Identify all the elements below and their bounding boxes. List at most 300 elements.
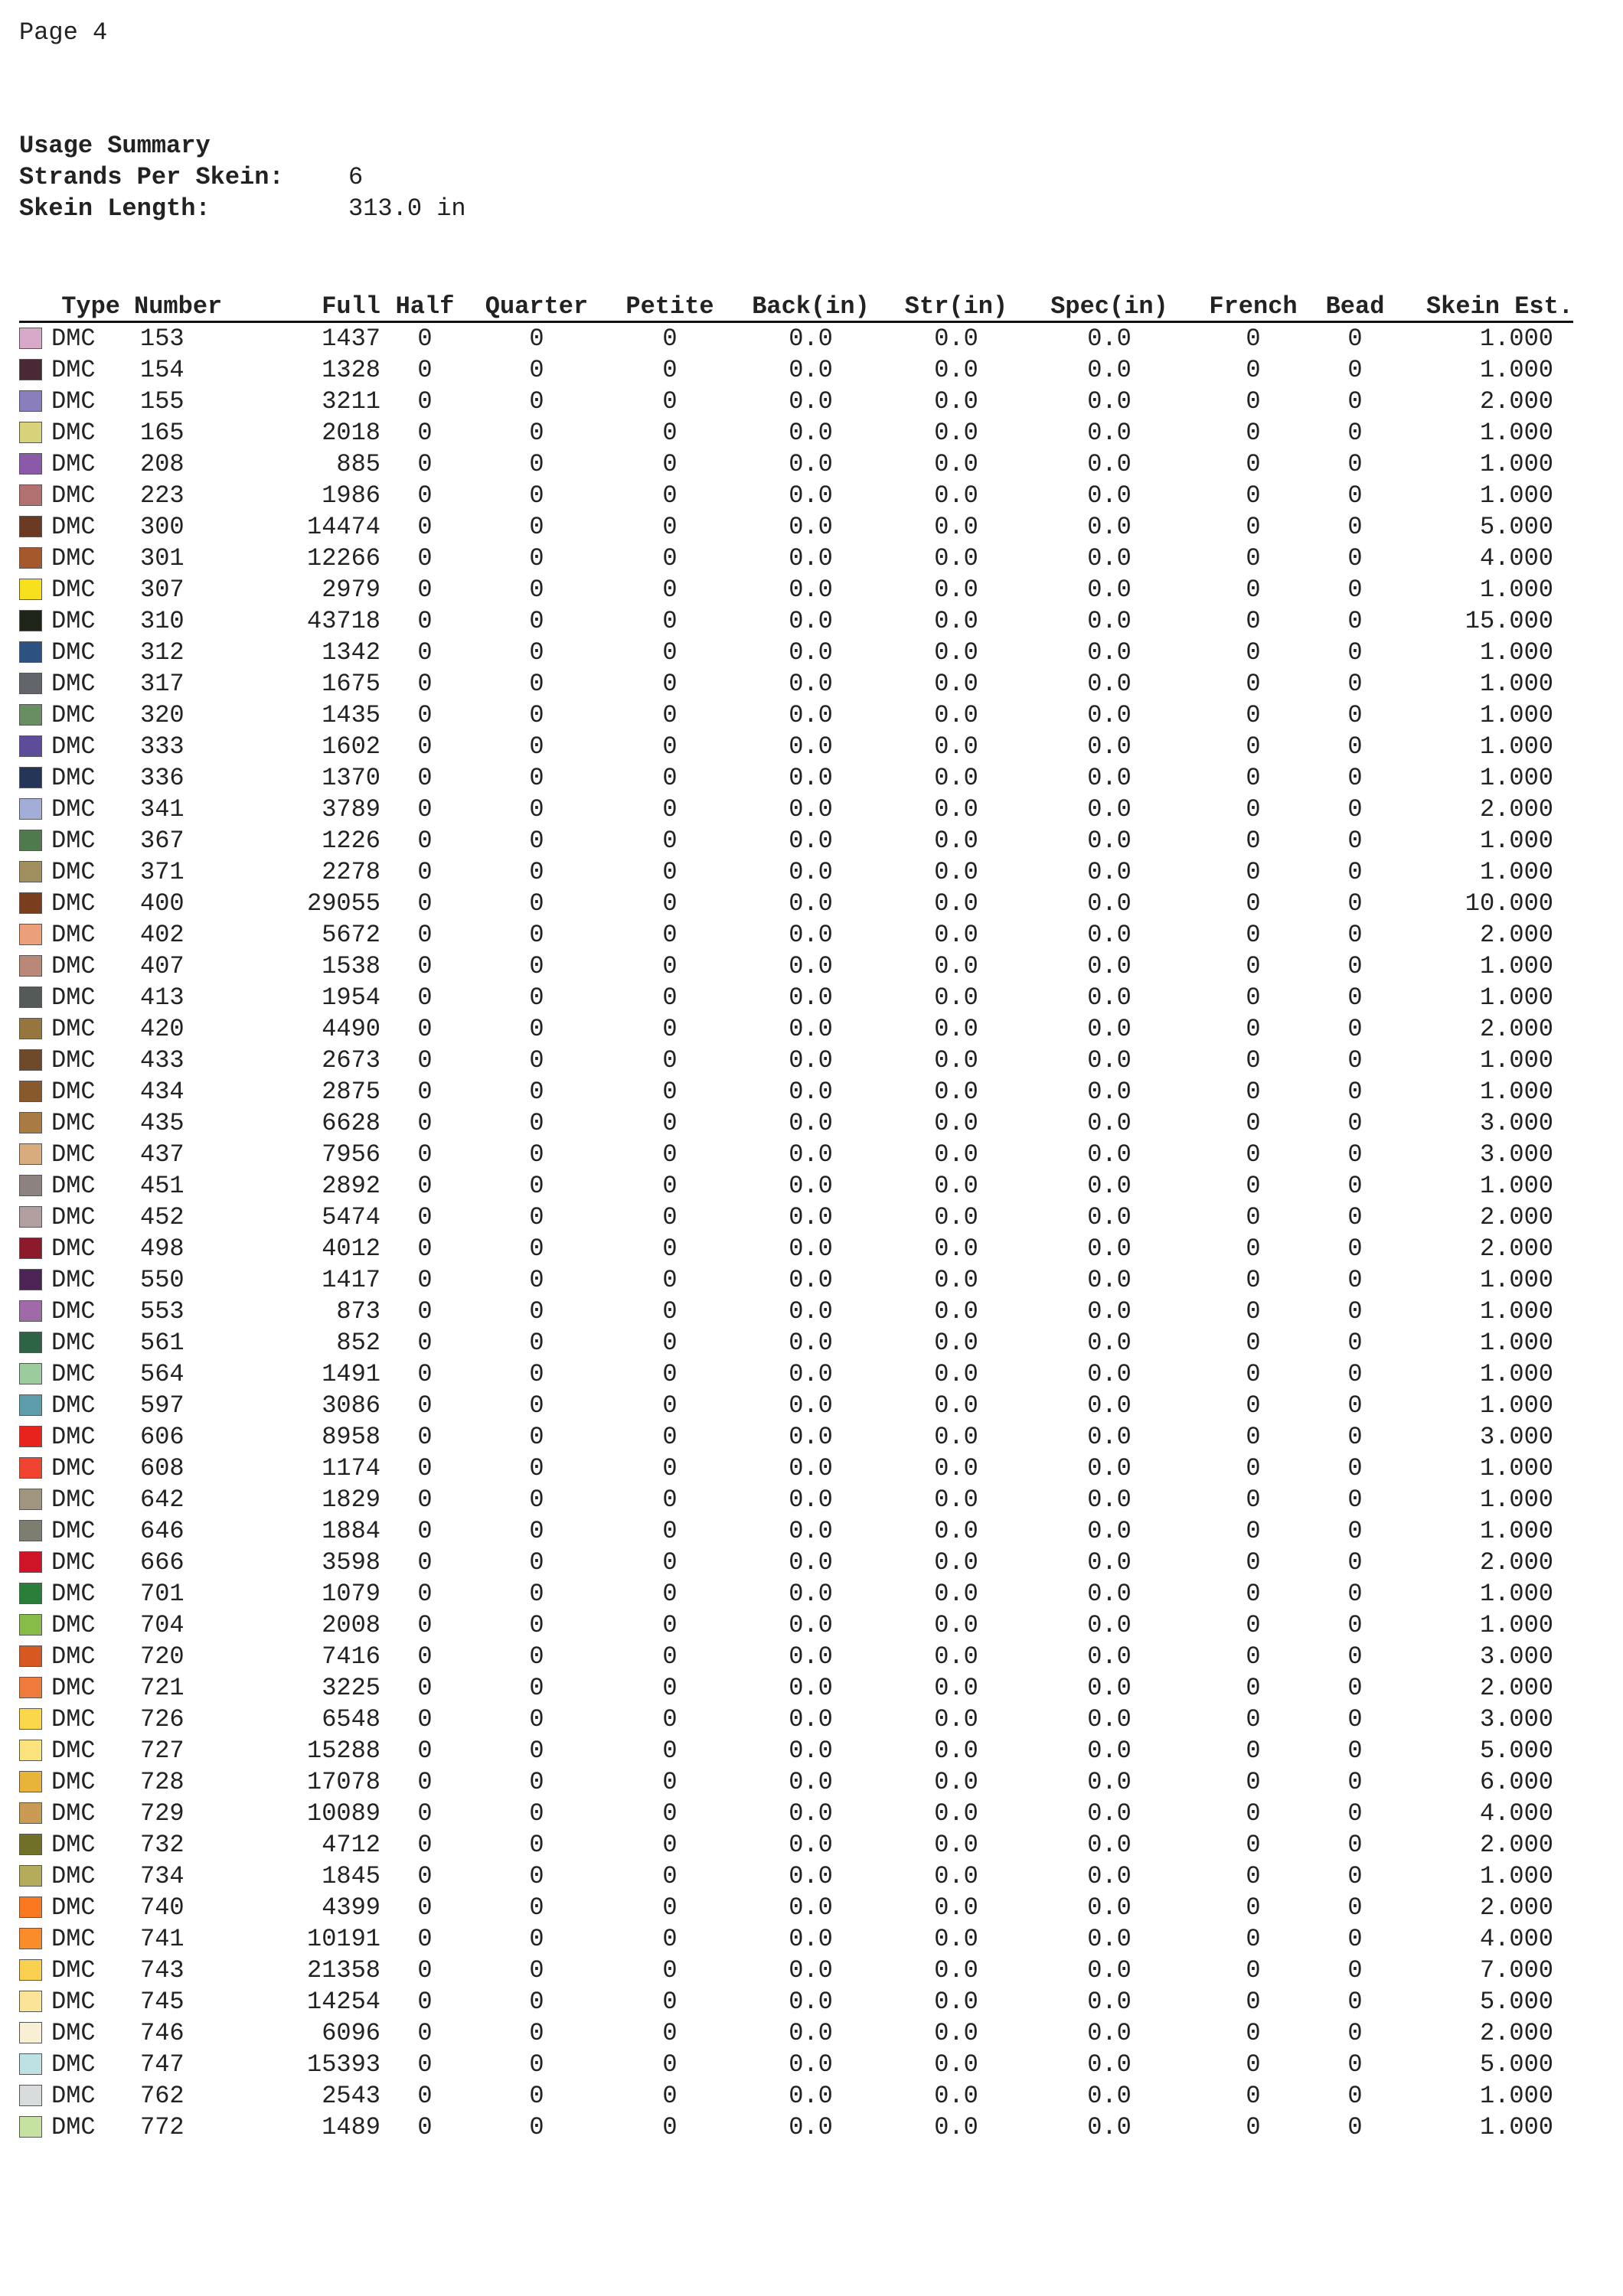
thread-type: DMC [51, 1611, 96, 1639]
cell-spec: 0.0 [1087, 1517, 1132, 1545]
cell-full: 3598 [322, 1548, 380, 1577]
cell-type [19, 1672, 134, 1704]
cell-quarter: 0 [529, 576, 544, 604]
cell-bead: 0 [1347, 544, 1363, 572]
cell-full: 2979 [322, 576, 380, 604]
col-header-str: Str(in) [886, 287, 1027, 322]
cell-bead: 0 [1347, 576, 1363, 604]
cell-spec: 0.0 [1087, 1674, 1132, 1702]
table-row [19, 1390, 1573, 1421]
cell-petite: 0 [662, 952, 678, 980]
cell-type [19, 700, 134, 731]
cell-number: 452 [140, 1203, 185, 1231]
cell-petite: 0 [662, 1266, 678, 1294]
thread-type: DMC [51, 576, 96, 604]
table-row [19, 1358, 1573, 1390]
cell-petite: 0 [662, 607, 678, 635]
cell-spec: 0.0 [1087, 1203, 1132, 1231]
cell-str: 0.0 [934, 1611, 978, 1639]
cell-french: 0 [1246, 513, 1261, 541]
cell-french: 0 [1246, 356, 1261, 384]
cell-half: 0 [417, 1391, 433, 1420]
cell-quarter: 0 [529, 1140, 544, 1169]
cell-str: 0.0 [934, 952, 978, 980]
cell-petite: 0 [662, 764, 678, 792]
cell-skein-est: 1.000 [1479, 419, 1553, 447]
thread-type: DMC [51, 764, 96, 792]
cell-spec: 0.0 [1087, 1015, 1132, 1043]
cell-full: 1437 [322, 325, 380, 353]
cell-number: 413 [140, 983, 185, 1012]
cell-type [19, 1955, 134, 1986]
color-swatch [19, 955, 42, 977]
cell-number: 208 [140, 450, 185, 478]
cell-skein-est: 2.000 [1479, 921, 1553, 949]
cell-french: 0 [1246, 795, 1261, 823]
cell-petite: 0 [662, 2113, 678, 2141]
color-swatch [19, 1300, 42, 1322]
cell-skein-est: 2.000 [1479, 1548, 1553, 1577]
cell-bead: 0 [1347, 827, 1363, 855]
cell-french: 0 [1246, 1925, 1261, 1953]
table-header-row [19, 287, 1573, 322]
cell-quarter: 0 [529, 701, 544, 729]
cell-skein-est: 4.000 [1479, 1925, 1553, 1953]
thread-type: DMC [51, 387, 96, 416]
cell-back: 0.0 [789, 1329, 833, 1357]
cell-spec: 0.0 [1087, 1768, 1132, 1796]
cell-half: 0 [417, 921, 433, 949]
cell-petite: 0 [662, 1988, 678, 2016]
cell-str: 0.0 [934, 387, 978, 416]
cell-str: 0.0 [934, 1360, 978, 1388]
cell-str: 0.0 [934, 1234, 978, 1263]
skein-length-label: Skein Length: [19, 194, 211, 223]
cell-french: 0 [1246, 2050, 1261, 2079]
cell-half: 0 [417, 638, 433, 667]
cell-number: 745 [140, 1988, 185, 2016]
cell-back: 0.0 [789, 607, 833, 635]
table-row [19, 762, 1573, 794]
cell-bead: 0 [1347, 1611, 1363, 1639]
cell-skein-est: 1.000 [1479, 1454, 1553, 1482]
cell-full: 2543 [322, 2082, 380, 2110]
table-row [19, 888, 1573, 919]
table-row [19, 1672, 1573, 1704]
thread-type: DMC [51, 544, 96, 572]
color-swatch [19, 798, 42, 820]
cell-french: 0 [1246, 1642, 1261, 1671]
cell-bead: 0 [1347, 952, 1363, 980]
cell-number: 727 [140, 1737, 185, 1765]
cell-bead: 0 [1347, 732, 1363, 761]
cell-type [19, 1233, 134, 1264]
cell-back: 0.0 [789, 2050, 833, 2079]
color-swatch [19, 359, 42, 380]
table-row [19, 1107, 1573, 1139]
cell-number: 435 [140, 1109, 185, 1137]
cell-number: 420 [140, 1015, 185, 1043]
cell-full: 6628 [322, 1109, 380, 1137]
cell-type [19, 322, 134, 355]
cell-half: 0 [417, 1831, 433, 1859]
cell-french: 0 [1246, 2082, 1261, 2110]
thread-type: DMC [51, 1705, 96, 1733]
cell-skein-est: 5.000 [1479, 1988, 1553, 2016]
cell-skein-est: 1.000 [1479, 1486, 1553, 1514]
color-swatch [19, 2022, 42, 2043]
cell-spec: 0.0 [1087, 921, 1132, 949]
cell-skein-est: 7.000 [1479, 1956, 1553, 1985]
cell-str: 0.0 [934, 1893, 978, 1922]
cell-petite: 0 [662, 1360, 678, 1388]
color-swatch [19, 328, 42, 349]
cell-petite: 0 [662, 1925, 678, 1953]
usage-summary [19, 130, 466, 224]
cell-str: 0.0 [934, 1925, 978, 1953]
cell-full: 4712 [322, 1831, 380, 1859]
cell-str: 0.0 [934, 513, 978, 541]
cell-half: 0 [417, 481, 433, 510]
cell-type [19, 1484, 134, 1515]
cell-type [19, 1547, 134, 1578]
cell-spec: 0.0 [1087, 544, 1132, 572]
cell-full: 1491 [322, 1360, 380, 1388]
cell-spec: 0.0 [1087, 827, 1132, 855]
thread-type: DMC [51, 325, 96, 353]
cell-str: 0.0 [934, 795, 978, 823]
cell-half: 0 [417, 983, 433, 1012]
cell-back: 0.0 [789, 638, 833, 667]
cell-spec: 0.0 [1087, 1956, 1132, 1985]
color-swatch [19, 1112, 42, 1133]
cell-number: 371 [140, 858, 185, 886]
cell-spec: 0.0 [1087, 1423, 1132, 1451]
cell-quarter: 0 [529, 2050, 544, 2079]
cell-bead: 0 [1347, 638, 1363, 667]
cell-spec: 0.0 [1087, 795, 1132, 823]
color-swatch [19, 767, 42, 788]
thread-type: DMC [51, 732, 96, 761]
cell-quarter: 0 [529, 1266, 544, 1294]
cell-skein-est: 5.000 [1479, 1737, 1553, 1765]
cell-type [19, 1358, 134, 1390]
table-row [19, 951, 1573, 982]
cell-quarter: 0 [529, 1423, 544, 1451]
cell-spec: 0.0 [1087, 1391, 1132, 1420]
cell-skein-est: 1.000 [1479, 701, 1553, 729]
cell-skein-est: 1.000 [1479, 764, 1553, 792]
table-row [19, 1704, 1573, 1735]
cell-skein-est: 3.000 [1479, 1109, 1553, 1137]
cell-spec: 0.0 [1087, 2113, 1132, 2141]
thread-type: DMC [51, 670, 96, 698]
cell-spec: 0.0 [1087, 325, 1132, 353]
cell-quarter: 0 [529, 544, 544, 572]
cell-str: 0.0 [934, 1203, 978, 1231]
cell-petite: 0 [662, 1674, 678, 1702]
cell-str: 0.0 [934, 1486, 978, 1514]
color-swatch [19, 861, 42, 882]
table-row [19, 1296, 1573, 1327]
cell-str: 0.0 [934, 670, 978, 698]
cell-type [19, 762, 134, 794]
color-swatch [19, 453, 42, 475]
cell-quarter: 0 [529, 1046, 544, 1075]
cell-spec: 0.0 [1087, 2019, 1132, 2047]
cell-spec: 0.0 [1087, 1893, 1132, 1922]
cell-quarter: 0 [529, 2113, 544, 2141]
cell-number: 642 [140, 1486, 185, 1514]
cell-str: 0.0 [934, 1297, 978, 1326]
color-swatch [19, 1865, 42, 1887]
cell-type [19, 1453, 134, 1484]
cell-petite: 0 [662, 1705, 678, 1733]
cell-number: 310 [140, 607, 185, 635]
cell-french: 0 [1246, 419, 1261, 447]
cell-str: 0.0 [934, 827, 978, 855]
thread-type: DMC [51, 1642, 96, 1671]
cell-type [19, 1107, 134, 1139]
cell-skein-est: 1.000 [1479, 858, 1553, 886]
cell-number: 312 [140, 638, 185, 667]
table-row [19, 919, 1573, 951]
cell-spec: 0.0 [1087, 1140, 1132, 1169]
cell-quarter: 0 [529, 670, 544, 698]
cell-petite: 0 [662, 1548, 678, 1577]
table-row [19, 2112, 1573, 2143]
cell-str: 0.0 [934, 1580, 978, 1608]
cell-full: 14474 [306, 513, 380, 541]
thread-type: DMC [51, 952, 96, 980]
cell-petite: 0 [662, 2050, 678, 2079]
cell-full: 3225 [322, 1674, 380, 1702]
cell-half: 0 [417, 701, 433, 729]
cell-back: 0.0 [789, 1768, 833, 1796]
table-row [19, 1202, 1573, 1233]
cell-petite: 0 [662, 795, 678, 823]
cell-half: 0 [417, 576, 433, 604]
cell-half: 0 [417, 2113, 433, 2141]
color-swatch [19, 1175, 42, 1196]
color-swatch [19, 641, 42, 663]
cell-type [19, 1264, 134, 1296]
cell-back: 0.0 [789, 1046, 833, 1075]
cell-petite: 0 [662, 1831, 678, 1859]
table-row [19, 1798, 1573, 1829]
cell-skein-est: 6.000 [1479, 1768, 1553, 1796]
color-swatch [19, 1614, 42, 1636]
cell-petite: 0 [662, 1391, 678, 1420]
thread-type: DMC [51, 1172, 96, 1200]
cell-full: 4012 [322, 1234, 380, 1263]
cell-skein-est: 1.000 [1479, 1329, 1553, 1357]
cell-french: 0 [1246, 325, 1261, 353]
color-swatch [19, 516, 42, 537]
cell-petite: 0 [662, 1015, 678, 1043]
cell-french: 0 [1246, 764, 1261, 792]
cell-type [19, 1923, 134, 1955]
cell-bead: 0 [1347, 1360, 1363, 1388]
color-swatch [19, 1896, 42, 1918]
cell-str: 0.0 [934, 2082, 978, 2110]
color-swatch [19, 1834, 42, 1855]
cell-back: 0.0 [789, 921, 833, 949]
cell-french: 0 [1246, 1611, 1261, 1639]
cell-petite: 0 [662, 1768, 678, 1796]
cell-quarter: 0 [529, 858, 544, 886]
color-swatch [19, 1238, 42, 1259]
cell-full: 1602 [322, 732, 380, 761]
cell-quarter: 0 [529, 1893, 544, 1922]
cell-half: 0 [417, 1078, 433, 1106]
cell-type [19, 1202, 134, 1233]
cell-quarter: 0 [529, 1078, 544, 1106]
color-swatch [19, 1018, 42, 1039]
cell-back: 0.0 [789, 450, 833, 478]
cell-spec: 0.0 [1087, 1642, 1132, 1671]
cell-type [19, 511, 134, 543]
cell-number: 741 [140, 1925, 185, 1953]
cell-french: 0 [1246, 1172, 1261, 1200]
page-number: Page 4 [19, 18, 108, 47]
cell-bead: 0 [1347, 1768, 1363, 1796]
cell-bead: 0 [1347, 1925, 1363, 1953]
cell-spec: 0.0 [1087, 1611, 1132, 1639]
cell-spec: 0.0 [1087, 576, 1132, 604]
thread-type: DMC [51, 1140, 96, 1169]
cell-back: 0.0 [789, 952, 833, 980]
cell-full: 3789 [322, 795, 380, 823]
cell-full: 6096 [322, 2019, 380, 2047]
cell-full: 873 [336, 1297, 380, 1326]
cell-type [19, 637, 134, 668]
cell-type [19, 982, 134, 1013]
cell-quarter: 0 [529, 1862, 544, 1890]
cell-quarter: 0 [529, 1956, 544, 1985]
color-swatch [19, 484, 42, 506]
cell-back: 0.0 [789, 1737, 833, 1765]
cell-petite: 0 [662, 1517, 678, 1545]
cell-skein-est: 1.000 [1479, 1580, 1553, 1608]
cell-spec: 0.0 [1087, 607, 1132, 635]
cell-quarter: 0 [529, 1329, 544, 1357]
cell-quarter: 0 [529, 1831, 544, 1859]
table-row [19, 1609, 1573, 1641]
cell-spec: 0.0 [1087, 1925, 1132, 1953]
thread-type: DMC [51, 1423, 96, 1451]
cell-petite: 0 [662, 1172, 678, 1200]
cell-spec: 0.0 [1087, 2050, 1132, 2079]
thread-type: DMC [51, 1203, 96, 1231]
cell-half: 0 [417, 1517, 433, 1545]
cell-spec: 0.0 [1087, 1109, 1132, 1137]
cell-back: 0.0 [789, 1642, 833, 1671]
thread-type: DMC [51, 1486, 96, 1514]
cell-back: 0.0 [789, 325, 833, 353]
thread-type: DMC [51, 1925, 96, 1953]
cell-french: 0 [1246, 544, 1261, 572]
cell-full: 15288 [306, 1737, 380, 1765]
cell-bead: 0 [1347, 1266, 1363, 1294]
cell-french: 0 [1246, 450, 1261, 478]
cell-number: 734 [140, 1862, 185, 1890]
cell-half: 0 [417, 795, 433, 823]
cell-skein-est: 1.000 [1479, 356, 1553, 384]
cell-skein-est: 1.000 [1479, 1078, 1553, 1106]
cell-full: 1845 [322, 1862, 380, 1890]
cell-type [19, 1515, 134, 1547]
cell-half: 0 [417, 1893, 433, 1922]
cell-skein-est: 1.000 [1479, 638, 1553, 667]
cell-quarter: 0 [529, 1517, 544, 1545]
cell-bead: 0 [1347, 2113, 1363, 2141]
table-row [19, 1547, 1573, 1578]
cell-type [19, 574, 134, 605]
cell-petite: 0 [662, 450, 678, 478]
cell-str: 0.0 [934, 1548, 978, 1577]
thread-type: DMC [51, 1674, 96, 1702]
cell-bead: 0 [1347, 764, 1363, 792]
col-header-quarter: Quarter [469, 287, 604, 322]
color-swatch [19, 2053, 42, 2075]
table-row [19, 1264, 1573, 1296]
cell-str: 0.0 [934, 1956, 978, 1985]
table-row [19, 1453, 1573, 1484]
cell-number: 772 [140, 2113, 185, 2141]
cell-half: 0 [417, 1768, 433, 1796]
cell-back: 0.0 [789, 2082, 833, 2110]
cell-skein-est: 1.000 [1479, 2082, 1553, 2110]
cell-back: 0.0 [789, 481, 833, 510]
cell-number: 400 [140, 889, 185, 918]
color-swatch [19, 1802, 42, 1824]
cell-full: 4399 [322, 1893, 380, 1922]
col-header-skein-est: Skein Est. [1396, 287, 1573, 322]
cell-number: 154 [140, 356, 185, 384]
cell-spec: 0.0 [1087, 1046, 1132, 1075]
color-swatch [19, 1583, 42, 1604]
cell-full: 3211 [322, 387, 380, 416]
thread-type: DMC [51, 1297, 96, 1326]
thread-type: DMC [51, 795, 96, 823]
col-header-bead: Bead [1314, 287, 1396, 322]
cell-type [19, 1390, 134, 1421]
cell-str: 0.0 [934, 544, 978, 572]
cell-number: 597 [140, 1391, 185, 1420]
cell-petite: 0 [662, 1642, 678, 1671]
table-row [19, 982, 1573, 1013]
cell-petite: 0 [662, 356, 678, 384]
cell-str: 0.0 [934, 1705, 978, 1733]
cell-quarter: 0 [529, 1705, 544, 1733]
cell-half: 0 [417, 1674, 433, 1702]
cell-back: 0.0 [789, 983, 833, 1012]
cell-back: 0.0 [789, 1423, 833, 1451]
cell-str: 0.0 [934, 481, 978, 510]
cell-bead: 0 [1347, 2019, 1363, 2047]
cell-full: 17078 [306, 1768, 380, 1796]
cell-skein-est: 3.000 [1479, 1140, 1553, 1169]
cell-type [19, 1798, 134, 1829]
cell-full: 1417 [322, 1266, 380, 1294]
cell-quarter: 0 [529, 1486, 544, 1514]
cell-spec: 0.0 [1087, 419, 1132, 447]
cell-petite: 0 [662, 921, 678, 949]
cell-bead: 0 [1347, 450, 1363, 478]
thread-type: DMC [51, 2019, 96, 2047]
cell-number: 762 [140, 2082, 185, 2110]
